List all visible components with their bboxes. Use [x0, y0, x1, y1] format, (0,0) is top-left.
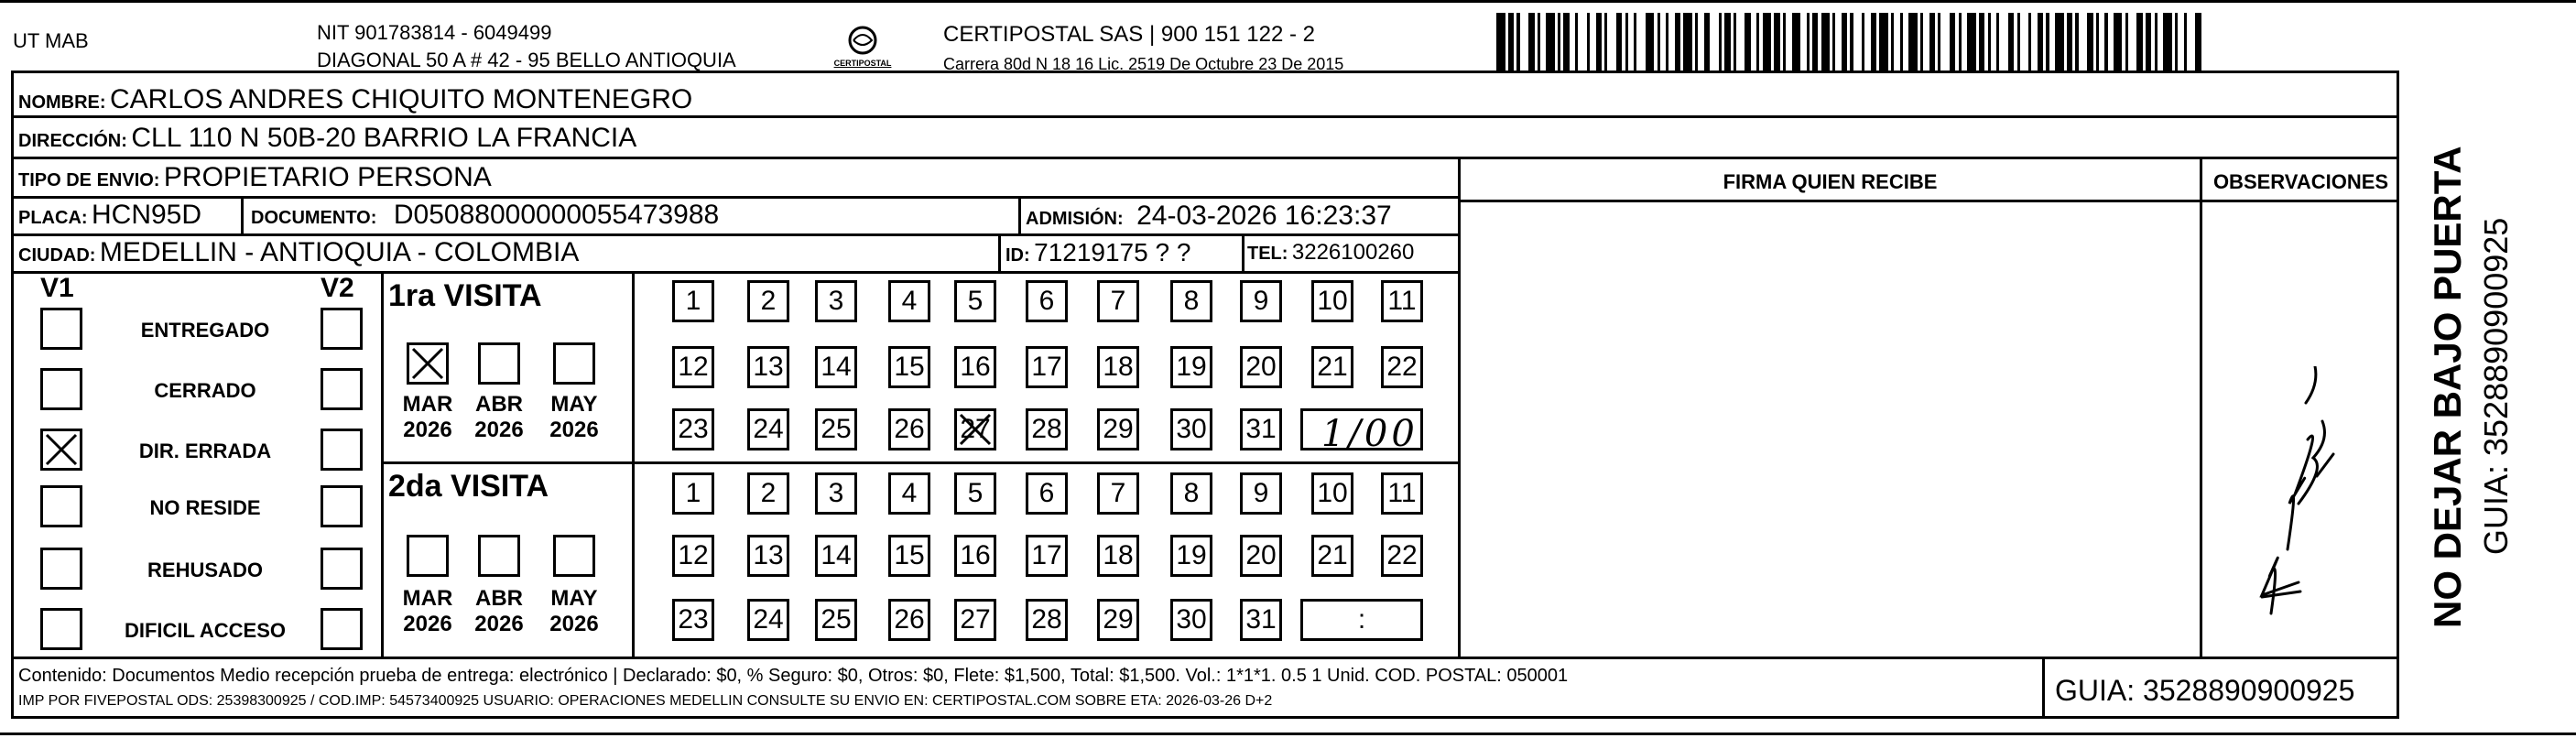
month-label — [467, 586, 531, 637]
day-number: 3 — [828, 478, 844, 508]
status-v2-checkbox[interactable] — [321, 485, 363, 527]
admission-label: ADMISIÓN: — [1026, 209, 1124, 229]
day-checkbox[interactable] — [954, 535, 996, 577]
day-checkbox[interactable] — [954, 346, 996, 388]
shipment-type-label: TIPO DE ENVIO: — [18, 170, 160, 190]
day-number: 28 — [1031, 604, 1062, 635]
admission-value: 24-03-2026 16:23:37 — [1136, 201, 1392, 231]
month-year: 2026 — [403, 612, 452, 636]
day-number: 20 — [1245, 352, 1277, 382]
status-label: DIR. ERRADA — [138, 440, 272, 462]
day-checkbox[interactable] — [1026, 599, 1068, 641]
day-number: 12 — [678, 540, 709, 570]
day-checkbox[interactable] — [954, 408, 996, 450]
day-checkbox[interactable] — [747, 346, 789, 388]
day-number: 22 — [1386, 352, 1418, 382]
day-number: 24 — [753, 414, 784, 444]
day-checkbox[interactable] — [1240, 280, 1282, 322]
v1-label: V1 — [40, 273, 74, 303]
day-number: 21 — [1317, 540, 1348, 570]
month-year: 2026 — [549, 418, 599, 442]
day-checkbox[interactable] — [1240, 599, 1282, 641]
day-number: 27 — [960, 414, 991, 444]
logo-caption: CERTIPOSTAL — [833, 59, 892, 68]
side-guide: GUIA: 3528890900925 — [2477, 217, 2515, 555]
nit-line: NIT 901783814 - 6049499 — [317, 21, 552, 44]
company-line: CERTIPOSTAL SAS | 900 151 122 - 2 — [943, 22, 1315, 47]
footer-guide: GUIA: 3528890900925 — [2055, 674, 2355, 707]
status-label: NO RESIDE — [149, 496, 261, 519]
day-checkbox[interactable] — [1170, 408, 1212, 450]
status-v1-checkbox[interactable] — [40, 429, 82, 471]
sender-address: DIAGONAL 50 A # 42 - 95 BELLO ANTIOQUIA — [317, 49, 736, 71]
name-value: CARLOS ANDRES CHIQUITO MONTENEGRO — [110, 84, 693, 114]
day-number: 22 — [1386, 540, 1418, 570]
day-number: 11 — [1387, 478, 1417, 508]
day-checkbox[interactable] — [672, 472, 714, 515]
month-name: ABR — [475, 586, 523, 611]
handwritten-signature — [2234, 366, 2344, 623]
name-row — [18, 84, 692, 115]
day-checkbox[interactable] — [1026, 535, 1068, 577]
day-number: 11 — [1387, 286, 1417, 316]
day-checkbox[interactable] — [1097, 472, 1139, 515]
visit-title-divider — [632, 274, 635, 657]
day-number: 31 — [1245, 604, 1277, 635]
row-divider — [11, 233, 1458, 236]
visit2-title: 2da VISITA — [388, 469, 549, 504]
day-checkbox[interactable] — [1170, 535, 1212, 577]
status-label: CERRADO — [154, 379, 256, 402]
month-label — [396, 586, 460, 637]
day-checkbox[interactable] — [815, 535, 857, 577]
status-v1-checkbox[interactable] — [40, 608, 82, 650]
day-checkbox[interactable] — [747, 280, 789, 322]
month-name: MAY — [550, 392, 598, 417]
day-number: 9 — [1253, 478, 1269, 508]
month-year: 2026 — [474, 612, 524, 636]
day-number: 14 — [821, 352, 852, 382]
plate-separator — [241, 198, 244, 234]
day-number: 6 — [1038, 478, 1055, 508]
status-visit-divider — [381, 274, 384, 657]
month-checkbox[interactable] — [478, 342, 520, 385]
month-checkbox[interactable] — [407, 535, 449, 577]
signature-header: FIRMA QUIEN RECIBE — [1723, 170, 1938, 193]
day-checkbox[interactable] — [1170, 599, 1212, 641]
tel-label: TEL: — [1247, 244, 1288, 264]
visit1-time-field[interactable] — [1300, 408, 1423, 455]
day-checkbox[interactable] — [888, 280, 930, 322]
day-number: 29 — [1103, 604, 1134, 635]
visit1-time: 1/00 — [1321, 413, 1418, 455]
city-field — [18, 237, 579, 268]
plate-value: HCN95D — [92, 200, 202, 230]
day-checkbox[interactable] — [815, 599, 857, 641]
status-label: ENTREGADO — [140, 319, 270, 342]
status-v1-checkbox[interactable] — [40, 308, 82, 350]
day-number: 3 — [828, 286, 844, 316]
day-number: 12 — [678, 352, 709, 382]
day-number: 28 — [1031, 414, 1062, 444]
day-checkbox[interactable] — [1381, 535, 1423, 577]
month-year: 2026 — [474, 418, 524, 442]
day-number: 13 — [753, 540, 784, 570]
day-number: 18 — [1103, 540, 1134, 570]
day-checkbox[interactable] — [888, 599, 930, 641]
day-number: 1 — [685, 286, 701, 316]
id-separator — [998, 235, 1001, 272]
day-number: 16 — [960, 540, 991, 570]
month-label — [542, 586, 606, 637]
plate-label: PLACA: — [18, 208, 88, 228]
header-divider — [1458, 200, 2399, 202]
day-checkbox[interactable] — [672, 408, 714, 450]
status-v2-checkbox[interactable] — [321, 368, 363, 410]
day-number: 20 — [1245, 540, 1277, 570]
visit2-time-field[interactable] — [1300, 599, 1423, 641]
day-checkbox[interactable] — [815, 472, 857, 515]
visit1-title: 1ra VISITA — [388, 278, 542, 313]
footer-divider — [11, 657, 2399, 659]
address-value: CLL 110 N 50B-20 BARRIO LA FRANCIA — [131, 123, 637, 153]
v2-label: V2 — [321, 273, 354, 303]
document-label: DOCUMENTO: — [251, 208, 377, 228]
day-checkbox[interactable] — [747, 599, 789, 641]
day-number: 21 — [1317, 352, 1348, 382]
document-value: D05088000000055473988 — [393, 200, 720, 230]
day-number: 8 — [1183, 478, 1200, 508]
day-number: 18 — [1103, 352, 1134, 382]
address-row — [18, 123, 636, 154]
day-number: 25 — [821, 414, 852, 444]
day-number: 5 — [967, 286, 984, 316]
document-field — [251, 200, 719, 231]
day-checkbox[interactable] — [672, 346, 714, 388]
row-divider — [11, 115, 2399, 118]
day-number: 30 — [1176, 604, 1207, 635]
day-number: 19 — [1176, 352, 1207, 382]
day-checkbox[interactable] — [1311, 280, 1353, 322]
row-divider — [11, 271, 1458, 274]
day-checkbox[interactable] — [1311, 346, 1353, 388]
id-field — [1005, 238, 1190, 267]
status-v1-checkbox[interactable] — [40, 485, 82, 527]
month-name: MAY — [550, 586, 598, 611]
route-code: UT MAB — [13, 29, 89, 52]
imp-line: IMP POR FIVEPOSTAL ODS: 25398300925 / COD.IMP: 54573400925 USUARIO: OPERACIONES MEDELLIN CONSULTE SU ENVIO EN: CERTIPOSTAL.COM SOBRE ETA: 2026-03-26 D+2 — [18, 693, 1273, 709]
day-checkbox[interactable] — [1097, 346, 1139, 388]
day-checkbox[interactable] — [888, 408, 930, 450]
day-number: 2 — [760, 478, 777, 508]
day-number: 15 — [894, 352, 925, 382]
contents-line: Contenido: Documentos Medio recepción prueba de entrega: electrónico | Declarado: $0, % Seguro: $0, Otros: $0, Flete: $1,500, Total: $1,500. Vol.: 1*1*1. 0.5 1 Unid. COD. POSTAL: 050001 — [18, 666, 1569, 686]
day-number: 25 — [821, 604, 852, 635]
day-number: 30 — [1176, 414, 1207, 444]
status-v1-checkbox[interactable] — [40, 548, 82, 590]
row-divider — [11, 196, 1458, 199]
day-checkbox[interactable] — [1170, 346, 1212, 388]
day-number: 27 — [960, 604, 991, 635]
address-label: DIRECCIÓN: — [18, 131, 127, 151]
side-warning: NO DEJAR BAJO PUERTA — [2426, 146, 2469, 628]
day-number: 31 — [1245, 414, 1277, 444]
admission-field — [1026, 201, 1392, 232]
day-checkbox[interactable] — [672, 535, 714, 577]
name-label: NOMBRE: — [18, 92, 106, 113]
day-checkbox[interactable] — [1240, 408, 1282, 450]
day-number: 4 — [901, 478, 918, 508]
month-name: ABR — [475, 392, 523, 417]
day-checkbox[interactable] — [1240, 535, 1282, 577]
day-checkbox[interactable] — [1381, 472, 1423, 515]
city-label: CIUDAD: — [18, 245, 96, 266]
month-label — [396, 392, 460, 443]
month-checkbox[interactable] — [407, 342, 449, 385]
day-number: 7 — [1110, 478, 1126, 508]
day-number: 23 — [678, 414, 709, 444]
day-number: 26 — [894, 604, 925, 635]
month-year: 2026 — [549, 612, 599, 636]
visit2-time: : — [1357, 604, 1366, 635]
month-checkbox[interactable] — [553, 342, 595, 385]
month-label — [542, 392, 606, 443]
day-checkbox[interactable] — [1311, 535, 1353, 577]
day-checkbox[interactable] — [1240, 472, 1282, 515]
day-checkbox[interactable] — [1026, 408, 1068, 450]
bottom-rule — [0, 733, 2576, 735]
day-number: 7 — [1110, 286, 1126, 316]
day-checkbox[interactable] — [1240, 346, 1282, 388]
month-year: 2026 — [403, 418, 452, 442]
day-checkbox[interactable] — [954, 280, 996, 322]
day-checkbox[interactable] — [1170, 472, 1212, 515]
id-label: ID: — [1005, 245, 1030, 266]
day-number: 6 — [1038, 286, 1055, 316]
status-v2-checkbox[interactable] — [321, 608, 363, 650]
day-checkbox[interactable] — [1097, 535, 1139, 577]
footer-guide-separator — [2042, 657, 2045, 718]
day-checkbox[interactable] — [1381, 280, 1423, 322]
month-name: MAR — [402, 392, 453, 417]
signature-left-border — [1458, 159, 1461, 657]
day-number: 1 — [685, 478, 701, 508]
observations-header: OBSERVACIONES — [2212, 170, 2389, 193]
shipment-type-value: PROPIETARIO PERSONA — [163, 162, 492, 192]
day-number: 10 — [1317, 478, 1348, 508]
status-v1-checkbox[interactable] — [40, 368, 82, 410]
day-number: 16 — [960, 352, 991, 382]
day-checkbox[interactable] — [1026, 472, 1068, 515]
day-number: 19 — [1176, 540, 1207, 570]
day-checkbox[interactable] — [1381, 346, 1423, 388]
day-number: 9 — [1253, 286, 1269, 316]
shipment-type-row — [18, 162, 492, 193]
status-v2-checkbox[interactable] — [321, 308, 363, 350]
day-checkbox[interactable] — [672, 280, 714, 322]
day-checkbox[interactable] — [1097, 280, 1139, 322]
status-v2-checkbox[interactable] — [321, 548, 363, 590]
day-checkbox[interactable] — [1026, 280, 1068, 322]
day-checkbox[interactable] — [747, 472, 789, 515]
day-number: 14 — [821, 540, 852, 570]
day-number: 4 — [901, 286, 918, 316]
day-number: 5 — [967, 478, 984, 508]
day-number: 29 — [1103, 414, 1134, 444]
day-checkbox[interactable] — [672, 599, 714, 641]
day-checkbox[interactable] — [815, 408, 857, 450]
day-number: 10 — [1317, 286, 1348, 316]
status-v2-checkbox[interactable] — [321, 429, 363, 471]
id-value: 71219175 ? ? — [1034, 238, 1191, 266]
observations-left-border — [2200, 159, 2202, 657]
city-value: MEDELLIN - ANTIOQUIA - COLOMBIA — [99, 237, 580, 267]
day-checkbox[interactable] — [888, 535, 930, 577]
day-number: 23 — [678, 604, 709, 635]
day-checkbox[interactable] — [815, 346, 857, 388]
tel-value: 3226100260 — [1291, 240, 1415, 265]
day-number: 8 — [1183, 286, 1200, 316]
day-checkbox[interactable] — [888, 346, 930, 388]
month-checkbox[interactable] — [478, 535, 520, 577]
day-number: 2 — [760, 286, 777, 316]
month-checkbox[interactable] — [553, 535, 595, 577]
day-number: 17 — [1031, 540, 1062, 570]
day-checkbox[interactable] — [1311, 472, 1353, 515]
day-number: 13 — [753, 352, 784, 382]
admission-separator — [1018, 198, 1021, 234]
status-label: DIFICIL ACCESO — [124, 619, 286, 642]
day-checkbox[interactable] — [1026, 346, 1068, 388]
top-rule — [0, 0, 2576, 3]
visit-divider — [381, 461, 1458, 464]
month-label — [467, 392, 531, 443]
month-name: MAR — [402, 586, 453, 611]
certipostal-logo — [824, 22, 901, 73]
day-checkbox[interactable] — [747, 535, 789, 577]
license-line: Carrera 80d N 18 16 Lic. 2519 De Octubre 23 De 2015 — [943, 55, 1344, 73]
tel-field — [1247, 240, 1414, 266]
tel-separator — [1242, 235, 1245, 272]
day-checkbox[interactable] — [1097, 599, 1139, 641]
row-divider — [11, 157, 2399, 159]
day-checkbox[interactable] — [1170, 280, 1212, 322]
day-checkbox[interactable] — [954, 472, 996, 515]
barcode — [1496, 13, 2205, 73]
plate-field — [18, 200, 201, 231]
day-checkbox[interactable] — [747, 408, 789, 450]
status-label: REHUSADO — [147, 559, 263, 581]
day-number: 26 — [894, 414, 925, 444]
day-number: 24 — [753, 604, 784, 635]
day-checkbox[interactable] — [1097, 408, 1139, 450]
day-checkbox[interactable] — [815, 280, 857, 322]
day-checkbox[interactable] — [954, 599, 996, 641]
day-checkbox[interactable] — [888, 472, 930, 515]
day-number: 15 — [894, 540, 925, 570]
day-number: 17 — [1031, 352, 1062, 382]
